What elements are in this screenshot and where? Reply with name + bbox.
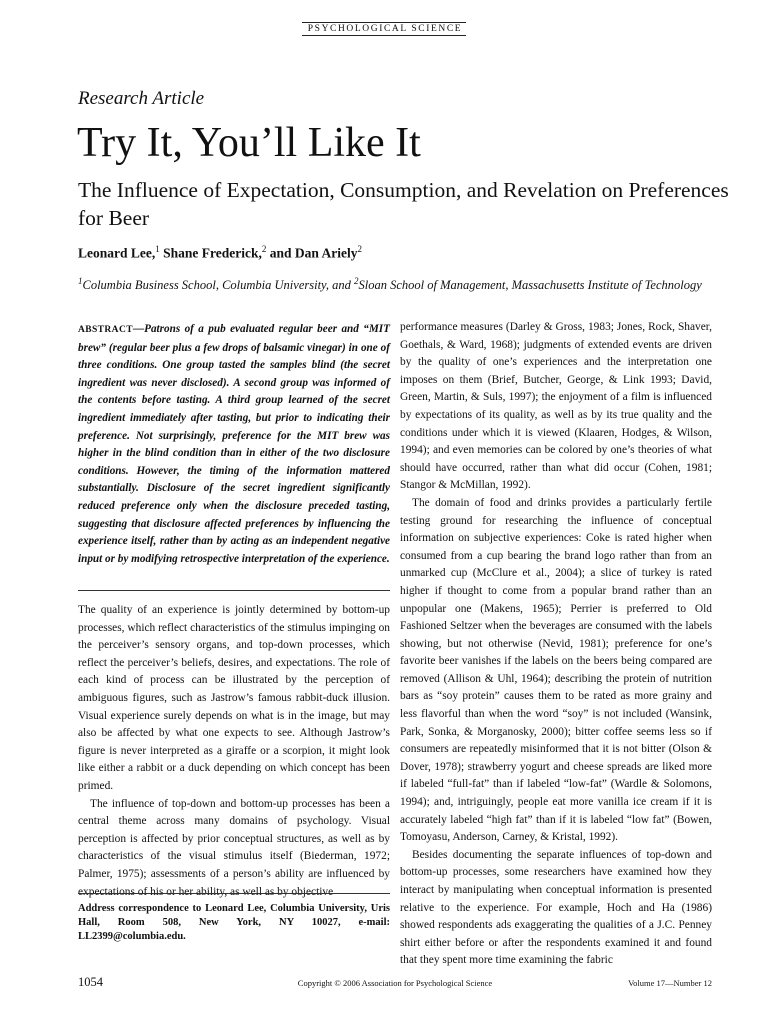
author-affiliation-marker: 2 (357, 244, 363, 254)
page-footer (78, 974, 712, 994)
abstract-text: —Patrons of a pub evaluated regular beer and “MIT brew” (regular beer plus a few drops of balsamic vinegar) in one of three conditions. One group tasted the samples blind (the secret ingredient was never disclosed). A second group was informed of the contents before tasting. A third group learned of the secret ingredient immediately after tasting, but prior to indicating their preference. Not surprisingly, preference for the MIT brew was higher in the blind condition than in either of the two disclosure conditions. However, the timing of the information mattered substantially. Disclosure of the secret ingredient significantly reduced preference only when the disclosure preceded tasting, suggesting that disclosure affected preferences by influencing the experience itself, rather than by acting as an independent negative input or by modifying retrospective interpretation of the experience. (78, 323, 390, 565)
author-name: Leonard Lee, (78, 245, 156, 261)
affiliations (78, 276, 702, 293)
copyright-notice: Copyright © 2006 Association for Psychological Science (297, 978, 493, 988)
affiliation-text: Sloan School of Management, Massachusetts Institute of Technology (358, 278, 702, 293)
article-subtitle: The Influence of Expectation, Consumption, and Revelation on Preferences for Beer (78, 178, 729, 230)
article-title: Try It, You’ll Like It (77, 120, 421, 166)
correspondence-note: Address correspondence to Leonard Lee, Columbia University, Uris Hall, Room 508, New York, NY 10027, e-mail: LL2399@columbia.edu. (78, 903, 390, 942)
body-paragraph: Besides documenting the separate influences of top-down and bottom-up processes, some researchers have examined how they interact by manipulating when conceptual information is presented relative to the experience. For example, Hoch and Ha (1986) showed respondents ads exaggerating the qualities of a J.C. Penney shirt either before or after the respondents examined it and found that they spent more time examining the fabric (400, 848, 712, 967)
affiliation-marker: 1 (78, 276, 83, 286)
abstract-label: ABSTRACT (78, 325, 133, 335)
body-column-left (78, 602, 390, 901)
journal-header (0, 22, 768, 36)
page-number: 1054 (78, 975, 103, 989)
author-name: and Dan Ariely (269, 245, 358, 261)
journal-name: PSYCHOLOGICAL SCIENCE (302, 22, 466, 36)
abstract-divider (78, 590, 390, 591)
author-list (78, 244, 362, 262)
affiliation-text: Columbia Business School, Columbia University, and (82, 278, 355, 293)
section-label: Research Article (78, 88, 205, 109)
author-name: Shane Frederick, (163, 245, 262, 261)
affiliation-marker: 2 (354, 276, 359, 286)
correspondence-divider (78, 893, 390, 894)
abstract (78, 321, 390, 568)
body-paragraph: The domain of food and drinks provides a particularly fertile testing ground for researching the influence of conceptual information on subjective experiences: Coke is rated higher when consumed from a cup bearing the brand logo rather than from an unmarked cup (McClure et al., 2004); a slice of turkey is rated higher if thought to come from a popular brand rather than an unpopular one (Makens, 1965); Perrier is preferred to Old Fashioned Seltzer when the beverages are consumed with the labels showing, but not otherwise (Nevid, 1981); preference for one’s favorite beer vanishes if the labels on the beers being compared are removed (Allison & Uhl, 1964); describing the protein of nutrition bars as “soy protein” causes them to be rated as more grainy and less flavorful than when the word “soy” is not included (Wansink, Park, Sonka, & Morganosky, 2000); bitter coffee seems less so if consumers are repeatedly misinformed that it is not bitter (Olson & Dover, 1978); strawberry yogurt and cheese spreads are liked more if labeled “full-fat” than if labeled “low-fat” (Wardle & Solomons, 1994); and, intriguingly, people eat more vanilla ice cream if it is accurately labeled “high fat” than if it is labeled “low fat” (Bowen, Tomoyasu, Anderson, Carney, & Kristal, 1992). (400, 496, 712, 844)
body-paragraph: The influence of top-down and bottom-up processes has been a central theme across many domains of psychology. Visual perception is affected by prior conceptual structures, as well as by characteristics of the visual stimulus itself (Biederman, 1972; Palmer, 1975); assessments of a person’s ability are influenced by expectations of his or her ability, as well as by objective (78, 797, 390, 898)
author-affiliation-marker: 1 (155, 244, 160, 254)
body-paragraph: performance measures (Darley & Gross, 1983; Jones, Rock, Shaver, Goethals, & Ward, 1968); judgments of extended events are driven by the quality of one’s experiences and the interpretation one imposes on them (Brief, Butcher, George, & Link 1993; David, Green, Martin, & Suls, 1997); the enjoyment of a film is influenced by expectations of its quality, as well as by its true quality and the conditions under which it is viewed (Klaaren, Hodges, & Wilson, 1994); and even memories can be colored by one’s theories of what should have occurred, rather than what did occur (Cohen, 1981; Stangor & McMillan, 1992). (400, 321, 712, 492)
abstract-block (78, 321, 390, 568)
author-affiliation-marker: 2 (261, 244, 267, 254)
volume-issue: Volume 17—Number 12 (628, 978, 712, 988)
body-paragraph: The quality of an experience is jointly determined by bottom-up processes, which reflect characteristics of the stimulus impinging on the perceiver’s sensory organs, and top-down processes, which reflect the perceiver’s beliefs, desires, and expectations. The role of each kind of process can be illustrated by the perception of ambiguous figures, such as Jastrow’s famous rabbit-duck illusion. Visual experience surely depends on what is in the image, but may also be affected by what one expects to see. Although Jastrow’s figure is never interpreted as a giraffe or a scorpion, it might look like either a rabbit or a duck depending on which concept has been primed. (78, 604, 390, 792)
body-column-right (400, 319, 712, 970)
